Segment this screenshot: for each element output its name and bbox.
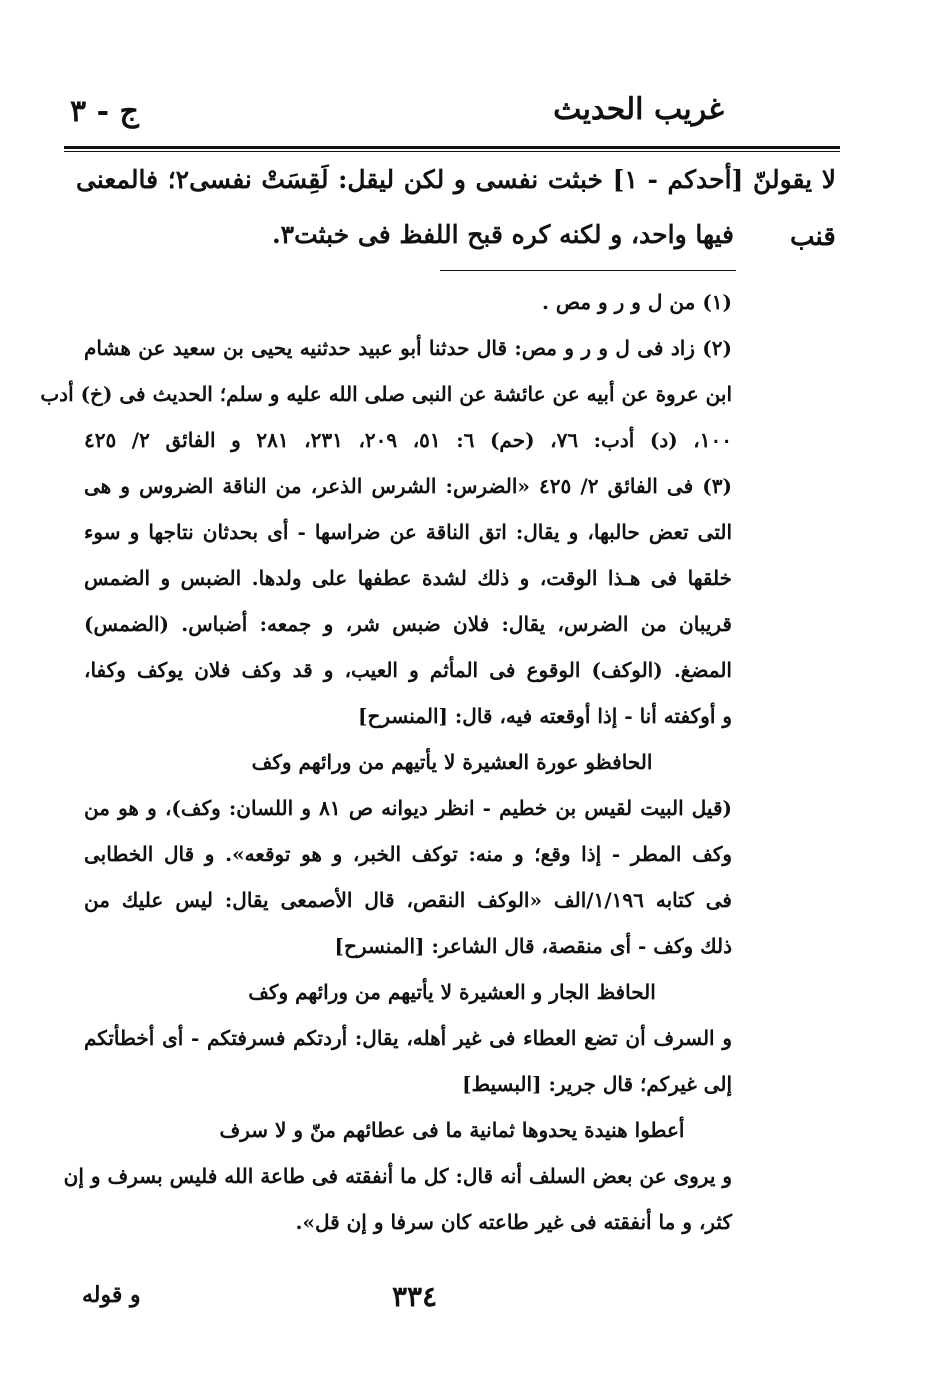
verse-line: أعطوا هنيدة يحدوها ثمانية ما فى عطائهم منّ و لا سرف: [219, 1118, 685, 1142]
main-text-line: لا يقولنّ [أحدكم - ١] خبثت نفسى و لكن ليقل: لَقِسَتْ نفسى٢؛ فالمعنى: [76, 165, 836, 194]
footnote-line: (١) من ل و ر و مص .: [541, 290, 732, 314]
footnote-line: كثر، و ما أنفقته فى غير طاعته كان سرفا و إن قل».: [295, 1210, 732, 1234]
footnote-line: (٢) زاد فى ل و ر و مص: قال حدثنا أبو عبيد حدثنيه يحيى بن سعيد عن هشام: [84, 336, 732, 360]
running-title: غريب الحديث: [553, 92, 724, 127]
footnote-separator: [440, 270, 736, 271]
catchword: و قوله: [82, 1282, 141, 1308]
footnote-line: المضغ. (الوكف) الوقوع فى المأثم و العيب، و قد وكف فلان يوكف وكفا،: [84, 658, 732, 682]
margin-note: قنب: [790, 222, 836, 252]
page-number: ٣٣٤: [392, 1280, 438, 1313]
verse-line: الحافظ الجار و العشيرة لا يأتيهم من ورائهم وكف: [248, 980, 656, 1004]
main-text-line: فيها واحد، و لكنه كره قبح اللفظ فى خبثت٣.: [271, 220, 734, 249]
footnote-line: فى كتابه ١/١٩٦/الف «الوكف النقص، قال الأصمعى يقال: ليس عليك من: [84, 888, 732, 912]
footnote-line: إلى غيركم؛ قال جرير: [البسيط]: [462, 1072, 732, 1096]
footnote-line: التى تعض حالبها، و يقال: اتق الناقة عن ضراسها - أى بحدثان نتاجها و سوء: [84, 520, 732, 544]
footnote-line: و السرف أن تضع العطاء فى غير أهله، يقال: أردتكم فسرفتكم - أى أخطأتكم: [84, 1026, 732, 1050]
header-rule-thin: [64, 151, 840, 152]
footnote-line: ١٠٠، (د) أدب: ٧٦، (حم) ٦: ٥١، ٢٠٩، ٢٣١، ٢٨١ و الفائق ٢/ ٤٢٥: [84, 428, 732, 452]
footnote-line: و يروى عن بعض السلف أنه قال: كل ما أنفقته فى طاعة الله فليس بسرف و إن: [63, 1164, 732, 1188]
verse-line: الحافظو عورة العشيرة لا يأتيهم من ورائهم وكف: [251, 750, 653, 774]
footnote-line: و أوكفته أنا - إذا أوقعته فيه، قال: [المنسرح]: [358, 704, 732, 728]
footnote-line: قريبان من الضرس، يقال: فلان ضبس شر، و جمعه: أضباس. (الضمس): [84, 612, 732, 636]
volume-label: ج - ٣: [70, 94, 139, 129]
footnote-line: (قيل البيت لقيس بن خطيم - انظر ديوانه ص ٨١ و اللسان: وكف)، و هو من: [84, 796, 732, 820]
footnote-line: وكف المطر - إذا وقع؛ و منه: توكف الخبر، و هو توقعه». و قال الخطابى: [84, 842, 732, 866]
footnote-line: ذلك وكف - أى منقصة، قال الشاعر: [المنسرح]: [334, 934, 732, 958]
header-rule: [64, 146, 840, 149]
footnote-line: (٣) فى الفائق ٢/ ٤٢٥ «الضرس: الشرس الذعر، من الناقة الضروس و هى: [84, 474, 732, 498]
footnote-line: خلقها فى هـذا الوقت، و ذلك لشدة عطفها على ولدها. الضبس و الضمس: [84, 566, 732, 590]
footnote-line: ابن عروة عن أبيه عن عائشة عن النبى صلى الله عليه و سلم؛ الحديث فى (خ) أدب: [40, 382, 732, 406]
